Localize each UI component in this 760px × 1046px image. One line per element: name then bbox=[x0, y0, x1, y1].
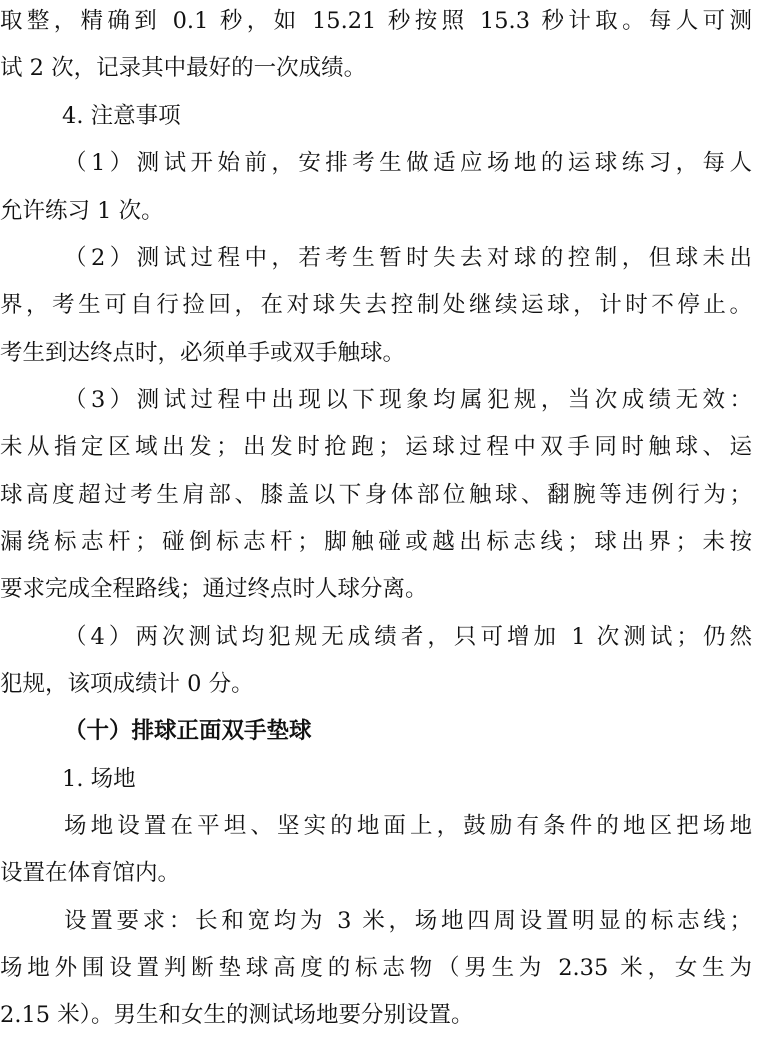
paragraph-line: 犯规，该项成绩计 0 分。 bbox=[0, 671, 254, 697]
paragraph-line: 取整，精确到 0.1 秒，如 15.21 秒按照 15.3 秒计取。每人可测 bbox=[0, 8, 752, 34]
paragraph-line: 试 2 次，记录其中最好的一次成绩。 bbox=[0, 55, 367, 81]
paragraph-line: （4）两次测试均犯规无成绩者，只可增加 1 次测试；仍然 bbox=[64, 624, 752, 650]
paragraph-line: 场地外围设置判断垫球高度的标志物（男生为 2.35 米，女生为 bbox=[0, 955, 752, 981]
paragraph-line: 允许练习 1 次。 bbox=[0, 198, 164, 224]
paragraph-line: 场地设置在平坦、坚实的地面上，鼓励有条件的地区把场地 bbox=[64, 813, 752, 839]
paragraph-line: （2）测试过程中，若考生暂时失去对球的控制，但球未出 bbox=[64, 245, 752, 271]
paragraph-line: 设置在体育馆内。 bbox=[0, 860, 181, 886]
paragraph-line: 漏绕标志杆；碰倒标志杆；脚触碰或越出标志线；球出界；未按 bbox=[0, 529, 752, 555]
paragraph-line: （3）测试过程中出现以下现象均属犯规，当次成绩无效： bbox=[64, 387, 752, 413]
paragraph-line: 界，考生可自行捡回，在对球失去控制处继续运球，计时不停止。 bbox=[0, 292, 752, 318]
subsection-heading: 1. 场地 bbox=[62, 766, 136, 792]
paragraph-line: 考生到达终点时，必须单手或双手触球。 bbox=[0, 340, 406, 366]
paragraph-line: 未从指定区域出发；出发时抢跑；运球过程中双手同时触球、运 bbox=[0, 434, 752, 460]
section-heading: （十）排球正面双手垫球 bbox=[64, 718, 312, 744]
paragraph-line: 要求完成全程路线；通过终点时人球分离。 bbox=[0, 576, 428, 602]
paragraph-line: 2.15 米）。男生和女生的测试场地要分别设置。 bbox=[0, 1002, 474, 1028]
paragraph-line: （1）测试开始前，安排考生做适应场地的运球练习，每人 bbox=[64, 150, 752, 176]
section-heading: 4. 注意事项 bbox=[62, 103, 181, 129]
paragraph-line: 设置要求：长和宽均为 3 米，场地四周设置明显的标志线； bbox=[64, 908, 752, 934]
paragraph-line: 球高度超过考生肩部、膝盖以下身体部位触球、翻腕等违例行为； bbox=[0, 482, 752, 508]
